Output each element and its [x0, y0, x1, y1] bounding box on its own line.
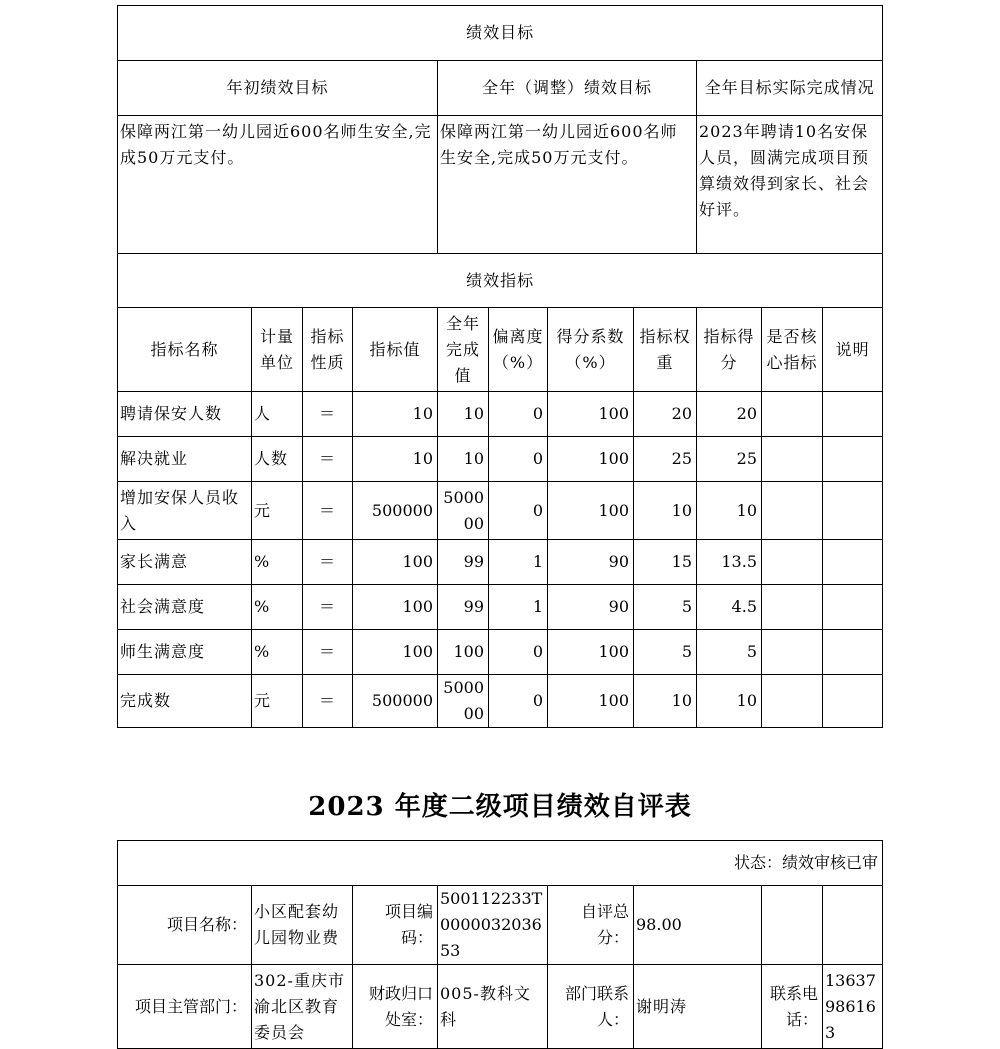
finance-office-value: 005-教科文科	[438, 965, 548, 1049]
adjusted-goal-text: 保障两江第一幼儿园近600名师生安全,完成50万元支付。	[438, 116, 697, 254]
indicator-weight: 25	[634, 437, 697, 482]
adjusted-goal-header: 全年（调整）绩效目标	[438, 61, 697, 116]
indicator-core	[762, 392, 823, 437]
indicator-dev: 0	[489, 675, 548, 728]
indicator-core	[762, 630, 823, 675]
status-label: 状态：绩效审核已审	[118, 841, 883, 886]
indicator-nature: ＝	[303, 675, 353, 728]
indicator-target: 100	[353, 540, 438, 585]
indicator-name: 师生满意度	[118, 630, 252, 675]
indicator-coef: 90	[548, 585, 634, 630]
indicator-weight: 5	[634, 630, 697, 675]
indicator-done: 10	[438, 392, 489, 437]
dept-label: 项目主管部门：	[118, 965, 252, 1049]
table-row	[118, 482, 883, 540]
indicator-core	[762, 675, 823, 728]
phone-value: 13637986163	[823, 965, 883, 1049]
indicator-score: 4.5	[697, 585, 762, 630]
indicator-coef: 100	[548, 437, 634, 482]
indicator-unit: 人	[252, 392, 303, 437]
col-header: 指标得分	[697, 308, 762, 392]
indicator-target: 10	[353, 392, 438, 437]
indicator-dev: 1	[489, 585, 548, 630]
col-header: 指标权重	[634, 308, 697, 392]
indicator-name: 增加安保人员收入	[118, 482, 252, 540]
finance-office-label: 财政归口处室：	[353, 965, 438, 1049]
indicator-score: 10	[697, 675, 762, 728]
indicator-done: 99	[438, 585, 489, 630]
indicator-note	[823, 392, 883, 437]
indicator-weight: 15	[634, 540, 697, 585]
indicator-note	[823, 540, 883, 585]
col-header: 是否核心指标	[762, 308, 823, 392]
indicator-unit: %	[252, 540, 303, 585]
indicator-name: 解决就业	[118, 437, 252, 482]
indicator-done: 99	[438, 540, 489, 585]
indicator-weight: 10	[634, 675, 697, 728]
indicator-nature: ＝	[303, 585, 353, 630]
perf-indicators-header: 绩效指标	[118, 254, 883, 308]
contact-label: 部门联系人：	[548, 965, 634, 1049]
indicator-unit: %	[252, 630, 303, 675]
indicator-nature: ＝	[303, 437, 353, 482]
col-header: 说明	[823, 308, 883, 392]
indicator-weight: 10	[634, 482, 697, 540]
empty-cell	[762, 886, 823, 965]
indicator-dev: 1	[489, 540, 548, 585]
initial-goal-header: 年初绩效目标	[118, 61, 438, 116]
contact-value: 谢明涛	[634, 965, 762, 1049]
indicator-name: 聘请保安人数	[118, 392, 252, 437]
indicator-coef: 100	[548, 630, 634, 675]
indicator-name: 完成数	[118, 675, 252, 728]
indicator-target: 100	[353, 630, 438, 675]
indicator-target: 500000	[353, 482, 438, 540]
col-header: 指标名称	[118, 308, 252, 392]
dept-value: 302-重庆市渝北区教育委员会	[252, 965, 353, 1049]
project-code-label: 项目编码：	[353, 886, 438, 965]
indicator-unit: 人数	[252, 437, 303, 482]
self-score-label: 自评总分：	[548, 886, 634, 965]
indicator-nature: ＝	[303, 540, 353, 585]
indicator-coef: 100	[548, 482, 634, 540]
col-header: 偏离度（%）	[489, 308, 548, 392]
indicator-done: 10	[438, 437, 489, 482]
indicator-score: 13.5	[697, 540, 762, 585]
indicator-core	[762, 482, 823, 540]
table-row	[118, 437, 883, 482]
indicator-note	[823, 630, 883, 675]
project-info-table	[117, 840, 883, 1049]
indicator-dev: 0	[489, 482, 548, 540]
indicator-unit: 元	[252, 482, 303, 540]
indicator-dev: 0	[489, 392, 548, 437]
indicator-coef: 90	[548, 540, 634, 585]
indicator-score: 10	[697, 482, 762, 540]
project-name-value: 小区配套幼儿园物业费	[252, 886, 353, 965]
perf-goal-header: 绩效目标	[118, 6, 883, 61]
indicator-weight: 20	[634, 392, 697, 437]
project-code-value: 500112233T000003203653	[438, 886, 548, 965]
indicator-weight: 5	[634, 585, 697, 630]
indicator-score: 25	[697, 437, 762, 482]
indicator-nature: ＝	[303, 392, 353, 437]
page-title: 2023 年度二级项目绩效自评表	[308, 792, 692, 822]
phone-label: 联系电话：	[762, 965, 823, 1049]
actual-completion-header: 全年目标实际完成情况	[697, 61, 883, 116]
col-header: 全年完成值	[438, 308, 489, 392]
indicator-coef: 100	[548, 675, 634, 728]
performance-table	[117, 5, 883, 728]
indicator-note	[823, 585, 883, 630]
table-row	[118, 585, 883, 630]
indicator-name: 社会满意度	[118, 585, 252, 630]
indicator-dev: 0	[489, 437, 548, 482]
table-row	[118, 630, 883, 675]
indicator-note	[823, 675, 883, 728]
indicator-unit: 元	[252, 675, 303, 728]
indicator-target: 10	[353, 437, 438, 482]
indicator-score: 20	[697, 392, 762, 437]
indicator-note	[823, 437, 883, 482]
self-score-value: 98.00	[634, 886, 762, 965]
indicator-done: 100	[438, 630, 489, 675]
table-row	[118, 392, 883, 437]
col-header: 指标性质	[303, 308, 353, 392]
indicator-done: 500000	[438, 675, 489, 728]
indicator-score: 5	[697, 630, 762, 675]
empty-cell	[823, 886, 883, 965]
indicator-note	[823, 482, 883, 540]
actual-completion-text: 2023年聘请10名安保人员，圆满完成项目预算绩效得到家长、社会好评。	[697, 116, 883, 254]
indicator-rows	[118, 392, 883, 728]
col-header: 指标值	[353, 308, 438, 392]
indicator-unit: %	[252, 585, 303, 630]
indicator-done: 500000	[438, 482, 489, 540]
initial-goal-text: 保障两江第一幼儿园近600名师生安全,完成50万元支付。	[118, 116, 438, 254]
table-row	[118, 675, 883, 728]
table-row	[118, 540, 883, 585]
indicator-nature: ＝	[303, 630, 353, 675]
col-header: 得分系数（%）	[548, 308, 634, 392]
indicator-core	[762, 437, 823, 482]
project-name-label: 项目名称：	[118, 886, 252, 965]
indicator-core	[762, 585, 823, 630]
indicator-dev: 0	[489, 630, 548, 675]
indicator-core	[762, 540, 823, 585]
col-header: 计量单位	[252, 308, 303, 392]
indicator-name: 家长满意	[118, 540, 252, 585]
indicator-target: 100	[353, 585, 438, 630]
indicator-target: 500000	[353, 675, 438, 728]
indicator-coef: 100	[548, 392, 634, 437]
indicator-nature: ＝	[303, 482, 353, 540]
